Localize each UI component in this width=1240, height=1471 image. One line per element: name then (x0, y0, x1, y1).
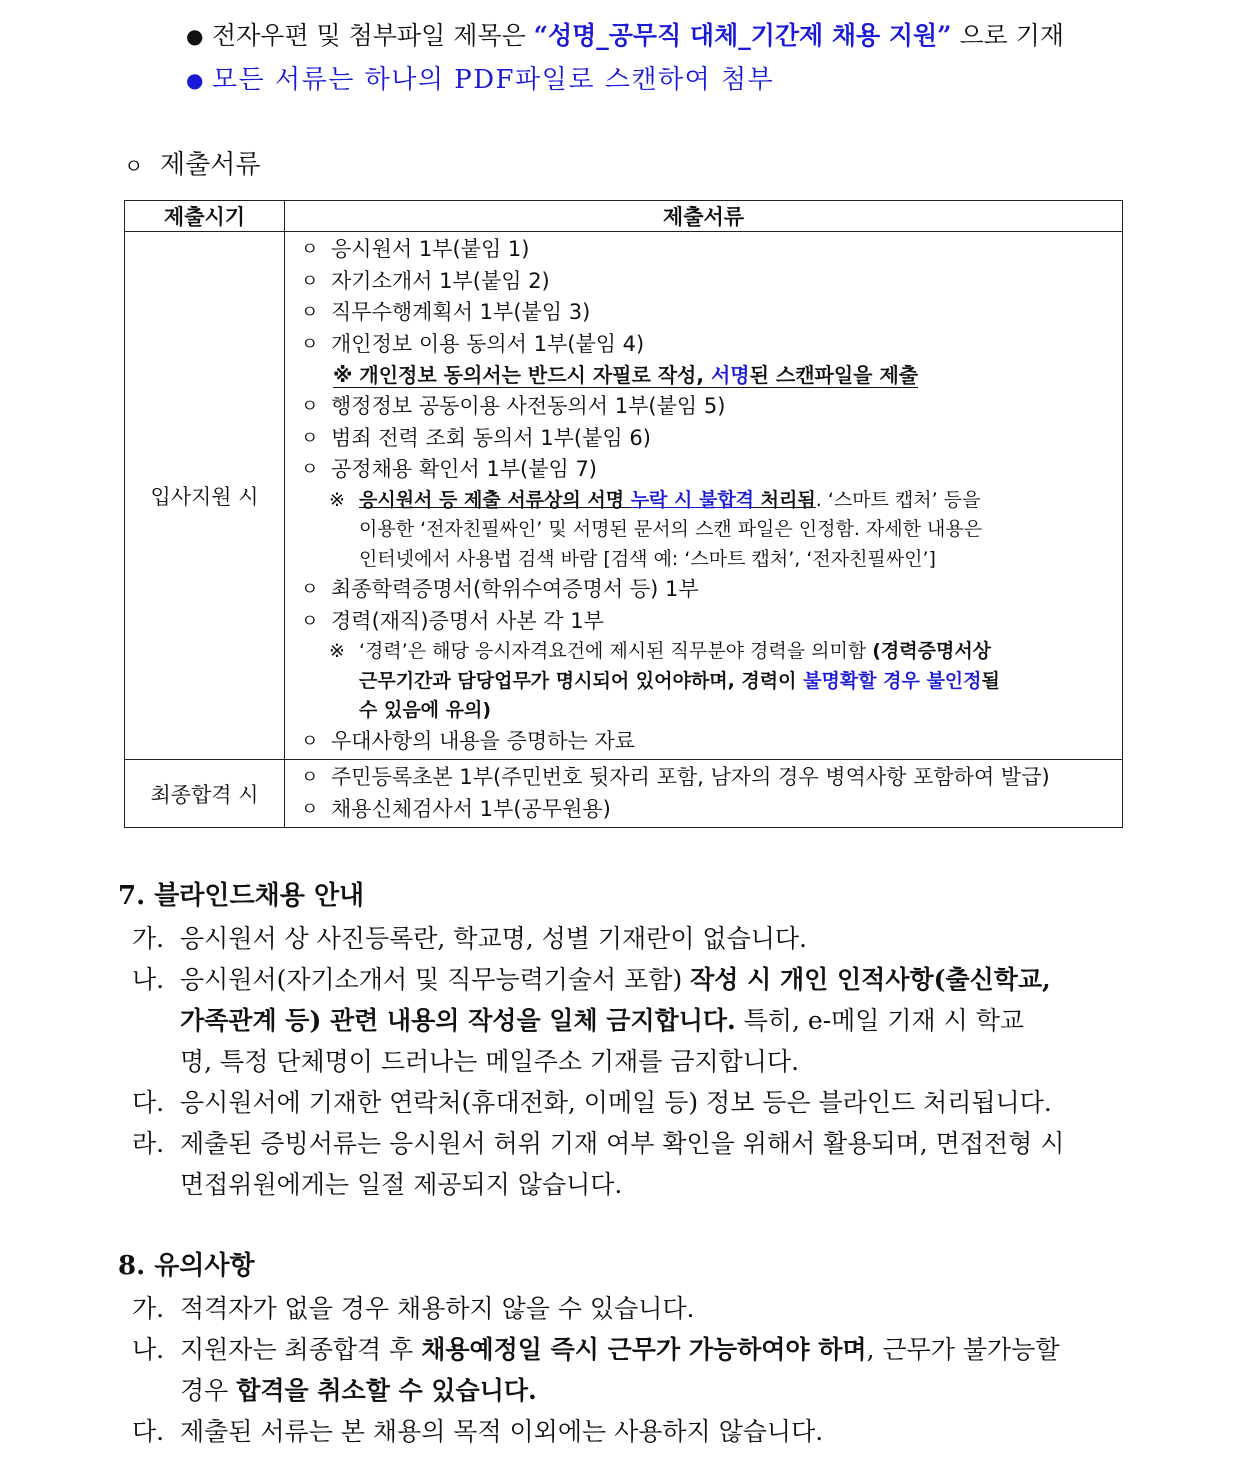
circle-bullet-icon: ㅇ (124, 154, 144, 178)
documents-table (124, 200, 1123, 828)
item-text: 직무수행계획서 1부(붙임 3) (331, 300, 591, 324)
list-item (301, 794, 1112, 826)
list-item (118, 1123, 1123, 1205)
list-item (118, 1288, 1123, 1329)
item-text: , 근무가 불가능할 (866, 1335, 1060, 1364)
item-text: 경우 (180, 1376, 237, 1405)
list-item (301, 574, 1112, 606)
documents-cell (285, 760, 1123, 828)
list-item (301, 762, 1112, 794)
circle-bullet-icon: ㅇ (301, 427, 319, 449)
item-bold-text: 작성 시 개인 인적사항(출신학교, (690, 965, 1051, 994)
item-text: 제출된 증빙서류는 응시원서 허위 기재 여부 확인을 위해서 활용되며, 면접전형 시 (180, 1129, 1065, 1158)
note-bold: 될 (981, 669, 1000, 692)
note-text: 이용한 ‘전자친필싸인’ 및 서명된 문서의 스캔 파일은 인정함. 자세한 내용은 (359, 518, 983, 540)
item-text: 명, 특정 단체명이 드러나는 메일주소 기재를 금지합니다. (180, 1047, 800, 1076)
note-bold: 응시원서 등 제출 서류상의 서명 (359, 488, 631, 511)
note-text: . ‘스마트 캡처’ 등을 (815, 488, 981, 511)
note-bold: 처리됨 (754, 488, 816, 511)
item-text: 행정정보 공동이용 사전동의서 1부(붙임 5) (331, 394, 726, 418)
item-marker: 나. (132, 1335, 165, 1364)
circle-bullet-icon: ㅇ (301, 767, 319, 788)
signature-note (301, 486, 1112, 575)
pdf-instruction-text: 모든 서류는 하나의 PDF파일로 스캔하여 첨부 (212, 65, 775, 95)
item-marker: 다. (132, 1088, 165, 1117)
item-marker: 가. (132, 1294, 165, 1323)
list-item (301, 423, 1112, 455)
timing-cell: 최종합격 시 (125, 760, 285, 828)
list-item (301, 329, 1112, 361)
list-item (118, 959, 1123, 1082)
circle-bullet-icon: ㅇ (301, 333, 319, 355)
note-text: ‘경력’은 해당 응시자격요건에 제시된 직무분야 경력을 의미함 (359, 640, 873, 662)
item-marker: 라. (132, 1129, 165, 1158)
item-marker: 나. (132, 965, 165, 994)
list-item (301, 726, 1112, 758)
bullet-dot-icon: ● (186, 24, 204, 48)
list-item (301, 454, 1112, 486)
submission-heading-text: 제출서류 (160, 150, 261, 180)
list-item (301, 234, 1112, 266)
list-item (118, 1329, 1123, 1411)
item-text: 우대사항의 내용을 증명하는 자료 (331, 728, 636, 753)
note-highlight: 누락 시 불합격 (630, 488, 755, 511)
circle-bullet-icon: ㅇ (301, 270, 319, 292)
circle-bullet-icon: ㅇ (301, 730, 319, 752)
list-item (301, 266, 1112, 298)
item-text: 응시원서 1부(붙임 1) (331, 237, 530, 261)
note-text: 인터넷에서 사용법 검색 바람 [검색 예: ‘스마트 캡처’, ‘전자친필싸인’] (359, 547, 936, 570)
blind-recruitment-section (118, 878, 1123, 1205)
note-highlight: 서명 (710, 363, 750, 387)
note-highlight: 불명확할 경우 불인정 (803, 669, 982, 692)
list-item (301, 297, 1112, 329)
item-text: 응시원서(자기소개서 및 직무능력기술서 포함) (180, 965, 691, 994)
circle-bullet-icon: ㅇ (301, 459, 319, 480)
note-text: ※ 개인정보 동의서는 반드시 자필로 작성, (333, 363, 711, 387)
documents-cell (285, 232, 1123, 760)
note-bold: 수 있음에 유의) (359, 699, 492, 721)
career-note (301, 637, 1112, 726)
list-item (301, 606, 1112, 638)
reference-mark-icon: ※ (329, 488, 345, 511)
table-header-row (125, 201, 1123, 232)
submission-heading (124, 144, 260, 181)
item-text: 범죄 전력 조회 동의서 1부(붙임 6) (331, 425, 651, 450)
item-text: 지원자는 최종합격 후 (180, 1335, 422, 1364)
circle-bullet-icon: ㅇ (301, 579, 319, 600)
item-text: 최종학력증명서(학위수여증명서 등) 1부 (331, 577, 699, 601)
item-bold-text: 채용예정일 즉시 근무가 가능하여야 하며 (421, 1335, 867, 1364)
instruction-text: 으로 기재 (951, 21, 1065, 50)
list-item (301, 391, 1112, 423)
item-text: 개인정보 이용 동의서 1부(붙임 4) (331, 331, 645, 356)
item-marker: 다. (132, 1417, 165, 1446)
item-bold-text: 가족관계 등) 관련 내용의 작성을 일체 금지합니다. (180, 1006, 736, 1035)
email-instructions (186, 14, 1186, 102)
precautions-section (118, 1248, 1123, 1452)
section-title: 8. 유의사항 (118, 1251, 255, 1281)
item-text: 채용신체검사서 1부(공무원용) (331, 796, 611, 821)
header-timing: 제출시기 (125, 201, 285, 232)
circle-bullet-icon: ㅇ (301, 302, 319, 323)
header-documents: 제출서류 (285, 201, 1123, 232)
circle-bullet-icon: ㅇ (301, 396, 319, 417)
list-item (118, 1411, 1123, 1452)
bullet-dot-icon: ● (186, 68, 205, 92)
item-bold-text: 합격을 취소할 수 있습니다. (236, 1376, 537, 1405)
table-row (125, 760, 1123, 828)
instruction-text: 전자우편 및 첨부파일 제목은 (212, 21, 534, 50)
circle-bullet-icon: ㅇ (301, 798, 319, 820)
email-subject-instruction (186, 14, 1186, 58)
item-text: 특히, e-메일 기재 시 학교 (735, 1006, 1025, 1035)
pdf-instruction (186, 58, 1186, 102)
item-text: 자기소개서 1부(붙임 2) (331, 268, 550, 293)
item-text: 주민등록초본 1부(주민번호 뒷자리 포함, 남자의 경우 병역사항 포함하여 발급) (331, 765, 1050, 789)
item-text: 적격자가 없을 경우 채용하지 않을 수 있습니다. (180, 1294, 695, 1323)
item-text: 응시원서 상 사진등록란, 학교명, 성별 기재란이 없습니다. (180, 924, 807, 953)
circle-bullet-icon: ㅇ (301, 610, 319, 632)
item-text: 응시원서에 기재한 연락처(휴대전화, 이메일 등) 정보 등은 블라인드 처리됩니다. (180, 1088, 1052, 1117)
note-bold: (경력증명서상 (872, 640, 992, 662)
item-text: 경력(재직)증명서 사본 각 1부 (331, 608, 604, 633)
item-marker: 가. (132, 924, 165, 953)
email-subject-format: “성명_공무직 대체_기간제 채용 지원” (533, 21, 952, 50)
table-row (125, 232, 1123, 760)
circle-bullet-icon: ㅇ (301, 239, 319, 260)
privacy-note (301, 360, 1112, 391)
item-text: 제출된 서류는 본 채용의 목적 이외에는 사용하지 않습니다. (180, 1417, 824, 1446)
note-bold: 근무기간과 담당업무가 명시되어 있어야하며, 경력이 (359, 669, 804, 692)
reference-mark-icon: ※ (329, 640, 345, 662)
list-item (118, 1082, 1123, 1123)
list-item (118, 918, 1123, 959)
note-text: 된 스캔파일을 제출 (749, 363, 919, 387)
section-title: 7. 블라인드채용 안내 (118, 881, 365, 911)
item-text: 공정채용 확인서 1부(붙임 7) (331, 457, 597, 481)
timing-cell: 입사지원 시 (125, 232, 285, 760)
item-text: 면접위원에게는 일절 제공되지 않습니다. (180, 1170, 623, 1199)
